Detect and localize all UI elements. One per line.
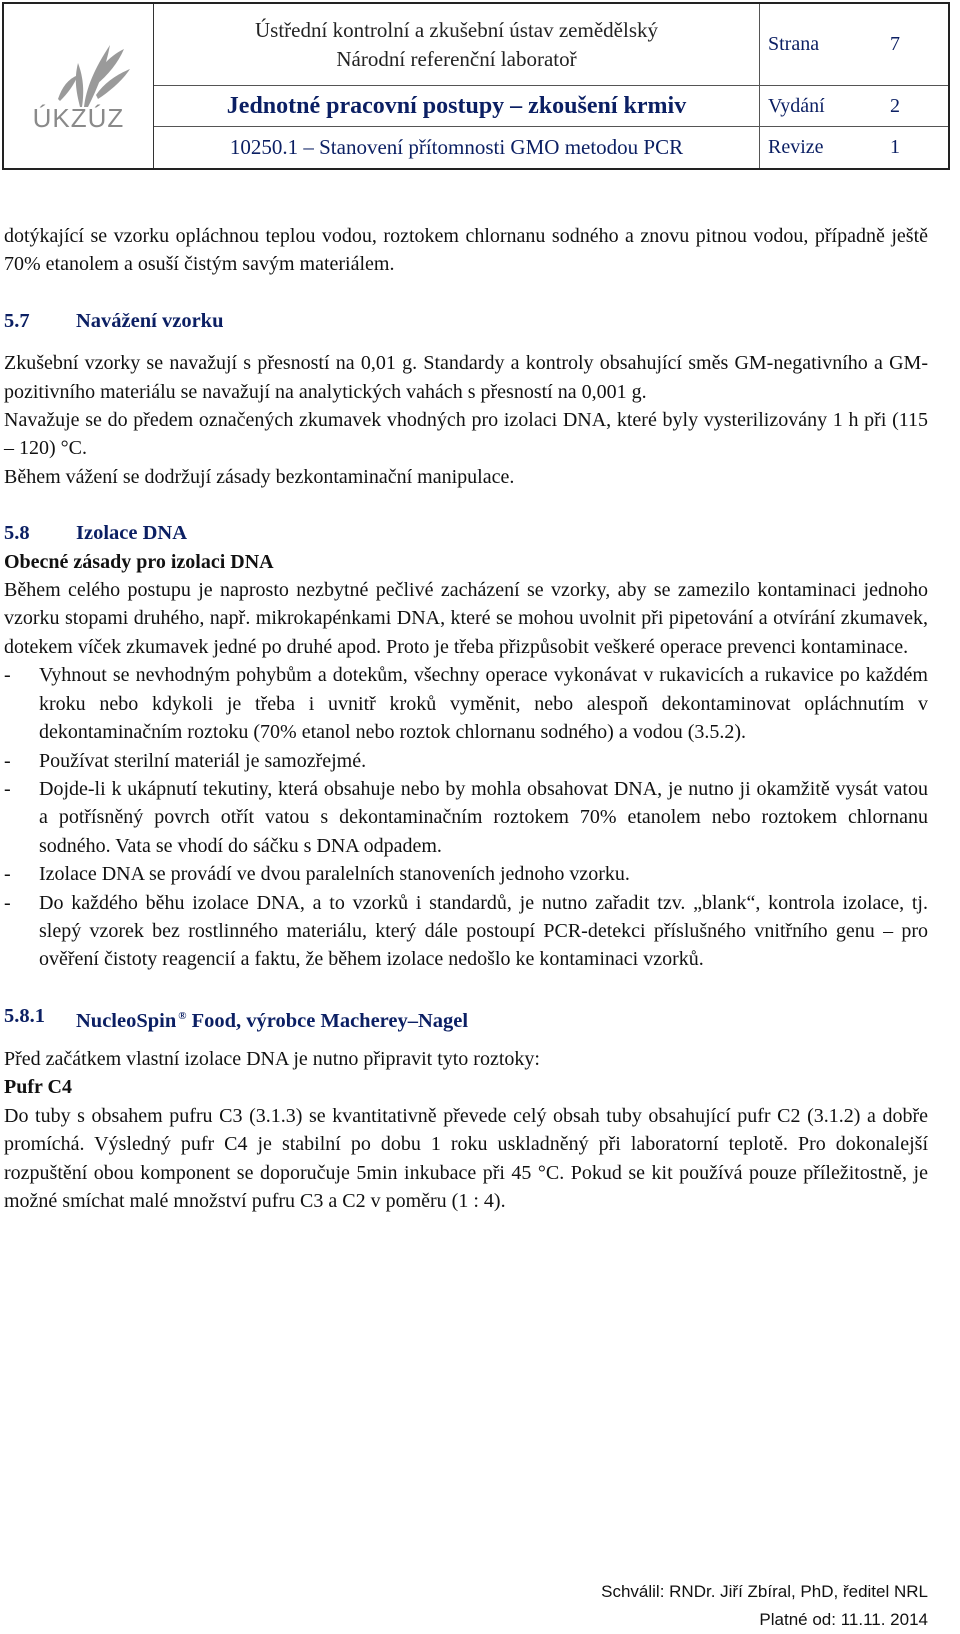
list-item: - Používat sterilní materiál je samozřejmé.	[4, 747, 928, 775]
section-heading-5-8	[4, 519, 928, 547]
section-heading-5-8-1	[4, 1002, 928, 1035]
approved-by: Schválil: RNDr. Jiří Zbíral, PhD, ředitel NRL	[601, 1582, 928, 1601]
edition-label: Vydání	[768, 94, 825, 117]
wheat-ears-icon	[24, 39, 134, 109]
edition-cell	[760, 86, 948, 127]
paragraph: Zkušební vzorky se navažují s přesností na 0,01 g. Standardy a kontroly obsahující směs GM-negativního a GM-pozitivního materiálu se navažují na analytických vahách s přesností na 0,001 g.	[4, 352, 928, 403]
principles-list	[4, 661, 928, 973]
paragraph: Navažuje se do předem označených zkumavek vhodných pro izolaci DNA, které byly vysterilizovány 1 h při (115 – 120) °C.	[4, 409, 928, 460]
edition-number: 2	[890, 94, 900, 117]
document-subtitle: 10250.1 – Stanovení přítomnosti GMO metodou PCR	[154, 127, 760, 168]
lab-name: Národní referenční laboratoř	[336, 46, 577, 71]
section-title: Navážení vzorku	[76, 309, 224, 332]
list-item: - Izolace DNA se provádí ve dvou paralelních stanoveních jednoho vzorku.	[4, 860, 928, 888]
section-number: 5.8.1	[4, 1004, 45, 1027]
page-number-cell	[760, 4, 948, 86]
section-title: Izolace DNA	[76, 522, 188, 545]
revision-label: Revize	[768, 136, 824, 158]
valid-from: Platné od: 11.11. 2014	[759, 1610, 928, 1629]
page-number: 7	[890, 33, 900, 55]
intro-paragraph: dotýkající se vzorku opláchnou teplou vodou, roztokem chlornanu sodného a znovu pitnou vodou, případně ještě 70% etanolem a osuší čistým savým materiálem.	[4, 225, 928, 276]
subheading: Obecné zásady pro izolaci DNA	[4, 550, 274, 573]
document-title: Jednotné pracovní postupy – zkoušení krmiv	[154, 86, 760, 127]
revision-cell	[760, 127, 948, 168]
document-header	[2, 2, 950, 170]
document-body	[4, 222, 928, 1215]
page-label: Strana	[768, 33, 820, 55]
section-title: NucleoSpin ® Food, výrobce Macherey–Nagel	[76, 1009, 469, 1032]
institute-name: Ústřední kontrolní a zkušební ústav zemědělský	[255, 17, 658, 42]
paragraph: Do tuby s obsahem pufru C3 (3.1.3) se kvantitativně převede celý obsah tuby obsahující pufr C2 (3.1.2) a dobře promíchá. Výsledný pufr C4 je stabilní po dobu 1 roku uskladněný při laboratorní teplotě. Pro dokonalejší rozpuštění obou komponent se doporučuje 5min inkubace při 45 °C. Pokud se kit používá pouze příležitostně, je možné smíchat malé množství pufru C3 a C2 v poměru (1 : 4).	[4, 1104, 928, 1213]
list-item: - Dojde-li k ukápnutí tekutiny, která obsahuje nebo by mohla obsahovat DNA, je nutno ji okamžitě vysát vatou a potřísněný povrch otřít vatou s dekontaminačním roztokem 70% etanolem nebo roztokem chlornanu sodného. Vata se vhodí do sáčku s DNA odpadem.	[4, 775, 928, 860]
section-heading-5-7	[4, 307, 928, 335]
logo-text: ÚKZÚZ	[32, 102, 125, 133]
subheading: Pufr C4	[4, 1076, 72, 1099]
document-footer	[601, 1578, 928, 1634]
list-item: - Vyhnout se nevhodným pohybům a dotekům, všechny operace vykonávat v rukavicích a rukavice po každém kroku nebo kdykoli je třeba i uvnitř kroků vyměnit, nebo alespoň dekontaminovat opláchnutím v dekontaminačním roztoku (70% etanol nebo roztok chlornanu sodného) a vodou (3.5.2).	[4, 661, 928, 746]
section-number: 5.7	[4, 309, 30, 332]
paragraph: Během vážení se dodržují zásady bezkontaminační manipulace.	[4, 465, 515, 488]
paragraph: Před začátkem vlastní izolace DNA je nutno připravit tyto roztoky:	[4, 1047, 540, 1070]
paragraph: Během celého postupu je naprosto nezbytné pečlivé zacházení se vzorky, aby se zamezilo kontaminaci jednoho vzorku stopami druhého, např. mikrokapénkami DNA, které se mohou uvolnit při pipetování a otvírání zkumavek, dotekem víček zkumavek jedné po druhé apod. Proto je třeba přizpůsobit veškeré operace prevenci kontaminace.	[4, 579, 928, 658]
institute-block	[154, 4, 760, 86]
revision-number: 1	[890, 136, 900, 158]
section-number: 5.8	[4, 522, 30, 545]
list-item: - Do každého běhu izolace DNA, a to vzorků i standardů, je nutno zařadit tzv. „blank“, kontrola izolace, tj. slepý vzorek bez rostlinného materiálu, který dále postoupí PCR-detekci příslušného vnitřního genu – pro ověření čistoty reagencií a faktu, že během izolace nedošlo ke kontaminaci vzorků.	[4, 889, 928, 974]
logo	[4, 4, 154, 168]
